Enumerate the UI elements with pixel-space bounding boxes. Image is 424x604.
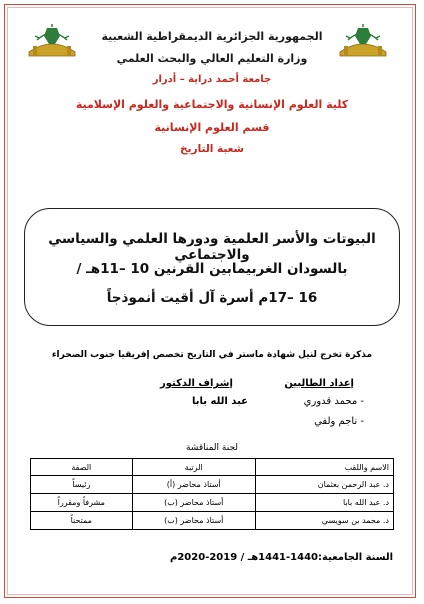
student-name-1: - محمد قدوري: [303, 396, 364, 407]
header-ministry: وزارة التعليم العالي والبحث العلمي: [116, 52, 308, 65]
thesis-title-line-3: 16 –17م أسرة آل أقيت أنموذجاً: [106, 290, 318, 306]
member-rank: أستاذ محاضر (أ): [132, 476, 255, 494]
header-university: جامعة أحمد دراية – أدرار: [152, 74, 272, 85]
header-branch: شعبة التاريخ: [180, 143, 244, 155]
thesis-title-line-2: بالسودان الغربيمابين القرنين 10 –11هـ /: [76, 261, 348, 277]
header-role: الصفة: [31, 459, 133, 476]
header-faculty: كلية العلوم الإنسانية والاجتماعية والعلوم الإسلامية: [75, 98, 349, 111]
thesis-title-line-1: البيوتات والأسر العلمية ودورها العلمي والسياسي والاجتماعي: [48, 231, 376, 263]
committee-table: [30, 458, 394, 530]
supervisor-name: عبد الله بابا: [192, 396, 249, 407]
header-name: الاسم واللقب: [255, 459, 393, 476]
member-role: رئيساً: [31, 476, 133, 494]
academic-year: السنة الجامعية:1440-1441هـ / 2019-2020م: [170, 552, 394, 563]
member-role: مشرفاً ومقرراً: [31, 494, 133, 512]
member-role: ممتحناً: [31, 512, 133, 530]
header-department: قسم العلوم الإنسانية: [154, 121, 270, 134]
member-rank: أستاذ محاضر (ب): [132, 494, 255, 512]
header-rank: الرتبة: [132, 459, 255, 476]
header-republic: الجمهورية الجزائرية الديمقراطية الشعبية: [101, 30, 323, 43]
committee-header-row: [31, 459, 394, 476]
table-row: [31, 512, 394, 530]
member-name: د. عبد الله بابا: [255, 494, 393, 512]
member-name: د. محمد بن سويسي: [255, 512, 393, 530]
committee-label: لجنة المناقشة: [185, 443, 238, 453]
supervisor-label: إشراف الدكتور: [160, 378, 233, 389]
table-row: [31, 494, 394, 512]
student-name-2: - ناجم ولفي: [314, 416, 364, 427]
students-label: إعداد الطالبين: [284, 378, 354, 389]
table-row: [31, 476, 394, 494]
member-name: د. عبد الرحمن بعثمان: [255, 476, 393, 494]
member-rank: أستاذ محاضر (ب): [132, 512, 255, 530]
thesis-subtitle: مذكرة تخرج لنيل شهادة ماستر في التاريخ تخصص إفريقيا جنوب الصحراء: [51, 350, 373, 360]
